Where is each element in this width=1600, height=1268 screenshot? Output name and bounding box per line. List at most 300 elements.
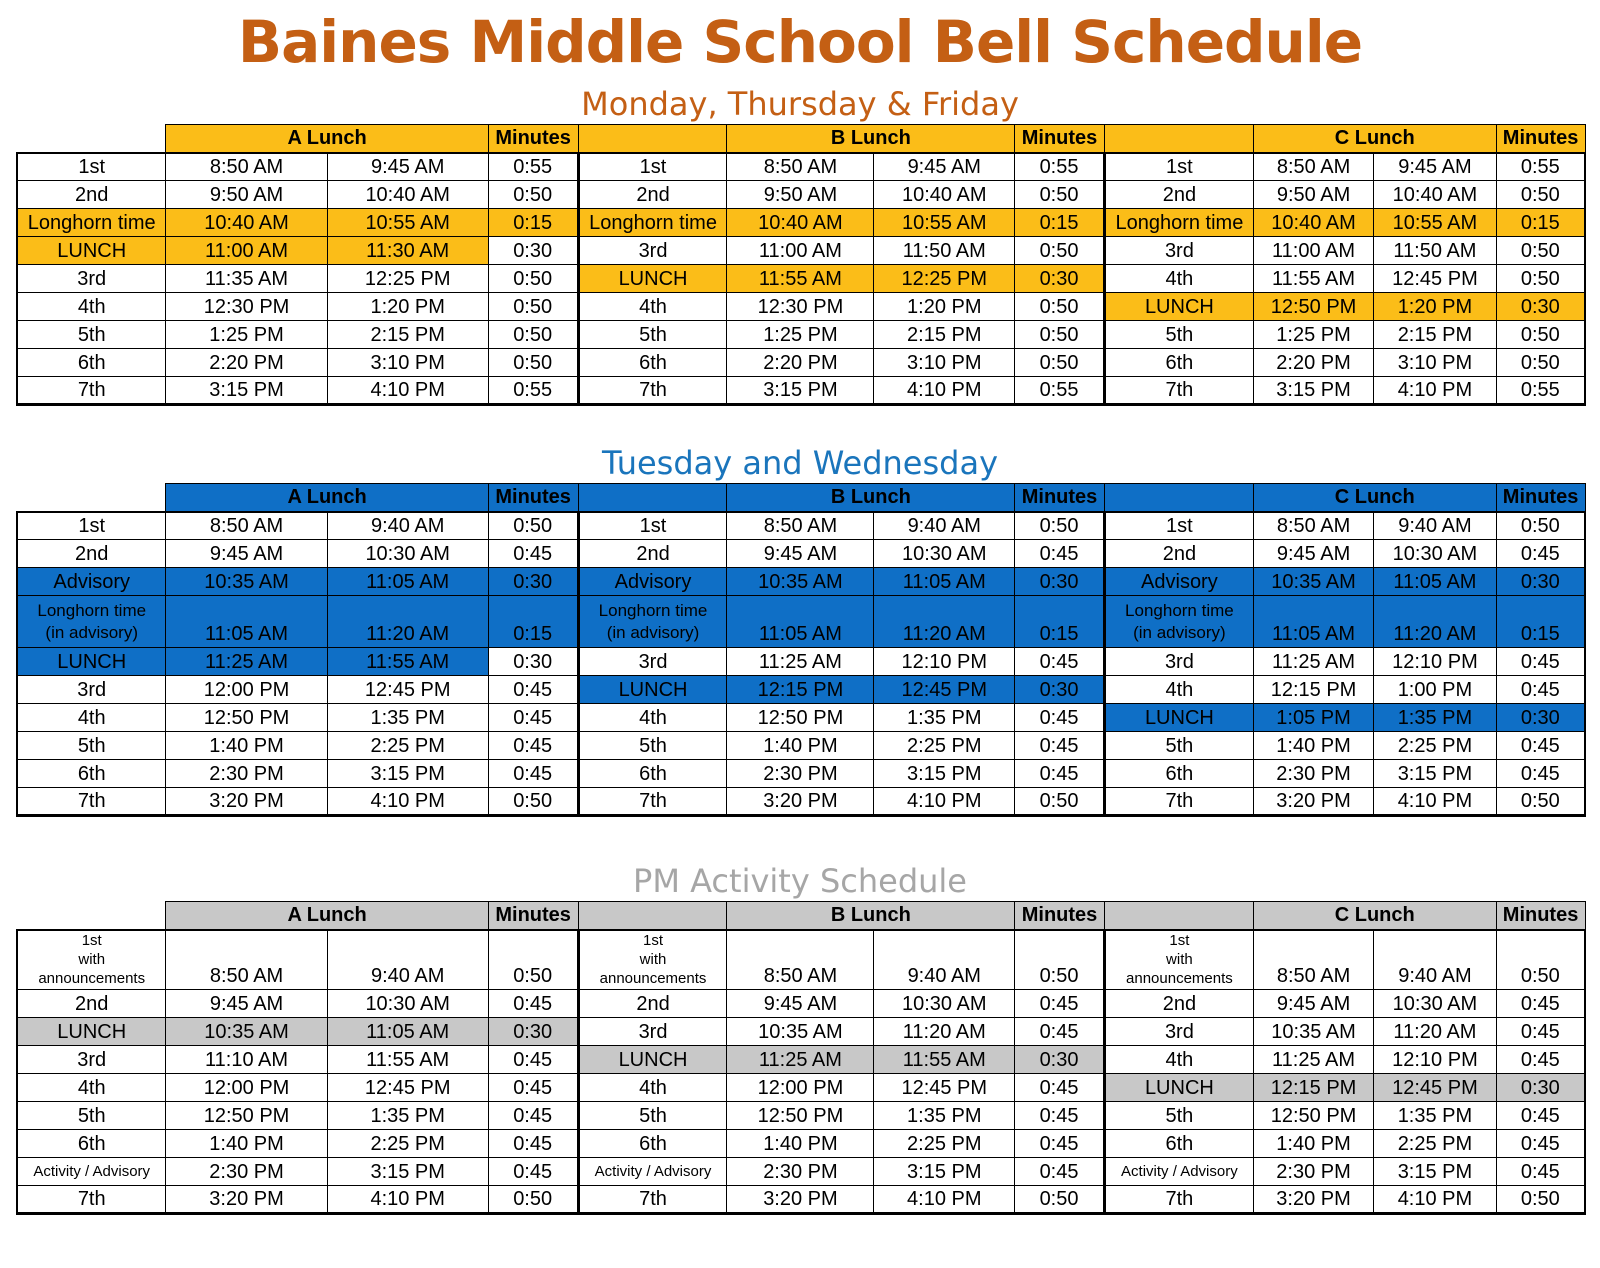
a-lunch-end-time: 3:15 PM	[327, 760, 488, 788]
b-lunch-period-label: 4th	[578, 293, 727, 321]
section-title-tue-wed: Tuesday and Wednesday	[602, 444, 998, 482]
c-lunch-period-label: 2nd	[1104, 990, 1253, 1018]
a-lunch-header: A Lunch	[166, 484, 488, 512]
table-row	[17, 321, 1585, 349]
c-lunch-end-time: 2:25 PM	[1374, 1130, 1496, 1158]
c-lunch-start-time: 11:00 AM	[1253, 237, 1373, 265]
table-row	[17, 1074, 1585, 1102]
a-lunch-minutes-value: 0:45	[488, 1158, 578, 1186]
c-lunch-minutes-value: 0:50	[1496, 349, 1585, 377]
b-lunch-start-time: 12:50 PM	[727, 1102, 874, 1130]
b-lunch-minutes-value: 0:30	[1015, 676, 1105, 704]
c-lunch-period-label: LUNCH	[1104, 1074, 1253, 1102]
table-row	[17, 209, 1585, 237]
c-lunch-minutes-value: 0:45	[1496, 648, 1585, 676]
a-lunch-minutes-value: 0:30	[488, 568, 578, 596]
c-lunch-minutes-value: 0:50	[1496, 512, 1585, 540]
a-lunch-period-label: 1st	[17, 512, 166, 540]
c-lunch-end-time: 11:20 AM	[1374, 596, 1496, 648]
b-lunch-period-label: Longhorn time (in advisory)	[578, 596, 727, 648]
c-lunch-minutes-value: 0:45	[1496, 1130, 1585, 1158]
c-lunch-start-time: 10:35 AM	[1253, 1018, 1373, 1046]
a-lunch-end-time: 12:45 PM	[327, 1074, 488, 1102]
c-lunch-minutes-value: 0:45	[1496, 732, 1585, 760]
b-lunch-start-time: 9:45 AM	[727, 540, 874, 568]
c-lunch-header-spacer	[1104, 902, 1253, 930]
b-lunch-period-label: 4th	[578, 704, 727, 732]
a-lunch-start-time: 9:50 AM	[166, 181, 327, 209]
a-lunch-minutes-value: 0:50	[488, 349, 578, 377]
a-lunch-end-time: 9:40 AM	[327, 512, 488, 540]
c-lunch-header: C Lunch	[1253, 125, 1496, 153]
minutes-header: Minutes	[488, 902, 578, 930]
a-lunch-period-label: 6th	[17, 349, 166, 377]
a-lunch-period-label: 1st with announcements	[17, 930, 166, 990]
a-lunch-period-label: 4th	[17, 704, 166, 732]
c-lunch-end-time: 1:35 PM	[1374, 704, 1496, 732]
c-lunch-end-time: 1:20 PM	[1374, 293, 1496, 321]
table-row	[17, 1018, 1585, 1046]
c-lunch-end-time: 10:30 AM	[1374, 540, 1496, 568]
c-lunch-minutes-value: 0:50	[1496, 321, 1585, 349]
c-lunch-header-spacer	[1104, 484, 1253, 512]
a-lunch-minutes-value: 0:50	[488, 1186, 578, 1214]
b-lunch-start-time: 12:50 PM	[727, 704, 874, 732]
c-lunch-minutes-value: 0:15	[1496, 209, 1585, 237]
b-lunch-end-time: 12:45 PM	[874, 676, 1015, 704]
a-lunch-start-time: 9:45 AM	[166, 990, 327, 1018]
b-lunch-period-label: 2nd	[578, 181, 727, 209]
a-lunch-start-time: 3:15 PM	[166, 377, 327, 405]
a-lunch-period-label: 6th	[17, 1130, 166, 1158]
a-lunch-minutes-value: 0:55	[488, 377, 578, 405]
b-lunch-end-time: 2:15 PM	[874, 321, 1015, 349]
c-lunch-period-label: 1st	[1104, 153, 1253, 181]
b-lunch-start-time: 12:00 PM	[727, 1074, 874, 1102]
table-row	[17, 181, 1585, 209]
c-lunch-start-time: 10:35 AM	[1253, 568, 1373, 596]
c-lunch-end-time: 10:40 AM	[1374, 181, 1496, 209]
b-lunch-period-label: LUNCH	[578, 1046, 727, 1074]
a-lunch-end-time: 11:20 AM	[327, 596, 488, 648]
c-lunch-minutes-value: 0:45	[1496, 1046, 1585, 1074]
c-lunch-start-time: 9:50 AM	[1253, 181, 1373, 209]
minutes-header: Minutes	[488, 125, 578, 153]
b-lunch-period-label: LUNCH	[578, 265, 727, 293]
a-lunch-start-time: 11:35 AM	[166, 265, 327, 293]
a-lunch-period-label: Longhorn time	[17, 209, 166, 237]
a-lunch-end-time: 11:55 AM	[327, 1046, 488, 1074]
b-lunch-period-label: 6th	[578, 349, 727, 377]
c-lunch-start-time: 12:15 PM	[1253, 1074, 1373, 1102]
c-lunch-period-label: 5th	[1104, 732, 1253, 760]
b-lunch-end-time: 11:20 AM	[874, 596, 1015, 648]
c-lunch-minutes-value: 0:15	[1496, 596, 1585, 648]
b-lunch-period-label: 5th	[578, 321, 727, 349]
a-lunch-start-time: 12:50 PM	[166, 704, 327, 732]
c-lunch-end-time: 1:35 PM	[1374, 1102, 1496, 1130]
a-lunch-end-time: 11:05 AM	[327, 1018, 488, 1046]
b-lunch-period-label: 5th	[578, 732, 727, 760]
minutes-header: Minutes	[1015, 902, 1105, 930]
a-lunch-end-time: 12:45 PM	[327, 676, 488, 704]
c-lunch-header: C Lunch	[1253, 484, 1496, 512]
b-lunch-end-time: 1:35 PM	[874, 1102, 1015, 1130]
b-lunch-end-time: 10:55 AM	[874, 209, 1015, 237]
b-lunch-minutes-value: 0:45	[1015, 1158, 1105, 1186]
a-lunch-end-time: 11:05 AM	[327, 568, 488, 596]
b-lunch-minutes-value: 0:15	[1015, 596, 1105, 648]
a-lunch-start-time: 8:50 AM	[166, 512, 327, 540]
a-lunch-minutes-value: 0:50	[488, 930, 578, 990]
b-lunch-minutes-value: 0:45	[1015, 540, 1105, 568]
b-lunch-end-time: 11:55 AM	[874, 1046, 1015, 1074]
b-lunch-minutes-value: 0:45	[1015, 990, 1105, 1018]
a-lunch-end-time: 2:25 PM	[327, 732, 488, 760]
a-lunch-period-label: 4th	[17, 293, 166, 321]
table-row	[17, 704, 1585, 732]
c-lunch-start-time: 1:05 PM	[1253, 704, 1373, 732]
c-lunch-start-time: 8:50 AM	[1253, 153, 1373, 181]
b-lunch-period-label: 7th	[578, 1186, 727, 1214]
a-lunch-minutes-value: 0:50	[488, 181, 578, 209]
c-lunch-minutes-value: 0:45	[1496, 540, 1585, 568]
a-lunch-minutes-value: 0:45	[488, 1074, 578, 1102]
table-row	[17, 648, 1585, 676]
section-title-pm-activity: PM Activity Schedule	[633, 862, 967, 900]
c-lunch-period-label: Advisory	[1104, 568, 1253, 596]
c-lunch-end-time: 11:05 AM	[1374, 568, 1496, 596]
table-row	[17, 237, 1585, 265]
b-lunch-end-time: 3:15 PM	[874, 760, 1015, 788]
c-lunch-end-time: 12:10 PM	[1374, 1046, 1496, 1074]
b-lunch-period-label: 5th	[578, 1102, 727, 1130]
c-lunch-start-time: 1:40 PM	[1253, 1130, 1373, 1158]
c-lunch-end-time: 3:15 PM	[1374, 1158, 1496, 1186]
b-lunch-start-time: 2:30 PM	[727, 1158, 874, 1186]
a-lunch-minutes-value: 0:45	[488, 676, 578, 704]
c-lunch-period-label: 4th	[1104, 676, 1253, 704]
c-lunch-period-label: 2nd	[1104, 540, 1253, 568]
table-row	[17, 512, 1585, 540]
b-lunch-period-label: Advisory	[578, 568, 727, 596]
c-lunch-period-label: 1st with announcements	[1104, 930, 1253, 990]
b-lunch-end-time: 10:30 AM	[874, 990, 1015, 1018]
c-lunch-period-label: 3rd	[1104, 237, 1253, 265]
b-lunch-start-time: 10:40 AM	[727, 209, 874, 237]
c-lunch-period-label: LUNCH	[1104, 293, 1253, 321]
a-lunch-period-label: 4th	[17, 1074, 166, 1102]
c-lunch-start-time: 12:50 PM	[1253, 293, 1373, 321]
c-lunch-period-label: 3rd	[1104, 1018, 1253, 1046]
c-lunch-start-time: 9:45 AM	[1253, 990, 1373, 1018]
b-lunch-period-label: 7th	[578, 377, 727, 405]
b-lunch-end-time: 10:40 AM	[874, 181, 1015, 209]
table-row	[17, 1102, 1585, 1130]
a-lunch-minutes-value: 0:15	[488, 209, 578, 237]
b-lunch-minutes-value: 0:50	[1015, 788, 1105, 816]
a-lunch-period-label: Advisory	[17, 568, 166, 596]
b-lunch-period-label: Longhorn time	[578, 209, 727, 237]
table-row	[17, 930, 1585, 990]
page-title: Baines Middle School Bell Schedule	[237, 8, 1363, 76]
header-corner	[17, 902, 166, 930]
minutes-header: Minutes	[488, 484, 578, 512]
a-lunch-period-label: LUNCH	[17, 1018, 166, 1046]
c-lunch-end-time: 2:15 PM	[1374, 321, 1496, 349]
b-lunch-start-time: 1:25 PM	[727, 321, 874, 349]
b-lunch-end-time: 1:20 PM	[874, 293, 1015, 321]
a-lunch-minutes-value: 0:45	[488, 760, 578, 788]
c-lunch-start-time: 1:40 PM	[1253, 732, 1373, 760]
c-lunch-start-time: 9:45 AM	[1253, 540, 1373, 568]
c-lunch-end-time: 9:40 AM	[1374, 930, 1496, 990]
b-lunch-minutes-value: 0:45	[1015, 1130, 1105, 1158]
b-lunch-end-time: 9:40 AM	[874, 512, 1015, 540]
a-lunch-start-time: 10:40 AM	[166, 209, 327, 237]
a-lunch-period-label: Longhorn time (in advisory)	[17, 596, 166, 648]
a-lunch-end-time: 10:40 AM	[327, 181, 488, 209]
c-lunch-end-time: 4:10 PM	[1374, 1186, 1496, 1214]
b-lunch-end-time: 3:15 PM	[874, 1158, 1015, 1186]
c-lunch-end-time: 3:15 PM	[1374, 760, 1496, 788]
b-lunch-minutes-value: 0:50	[1015, 237, 1105, 265]
table-row	[17, 760, 1585, 788]
a-lunch-end-time: 11:30 AM	[327, 237, 488, 265]
b-lunch-start-time: 12:30 PM	[727, 293, 874, 321]
table-row	[17, 540, 1585, 568]
b-lunch-period-label: 1st	[578, 512, 727, 540]
a-lunch-minutes-value: 0:50	[488, 321, 578, 349]
a-lunch-start-time: 10:35 AM	[166, 568, 327, 596]
b-lunch-start-time: 3:20 PM	[727, 788, 874, 816]
a-lunch-end-time: 10:55 AM	[327, 209, 488, 237]
table-row	[17, 596, 1585, 648]
a-lunch-period-label: 6th	[17, 760, 166, 788]
c-lunch-period-label: Longhorn time (in advisory)	[1104, 596, 1253, 648]
c-lunch-end-time: 9:45 AM	[1374, 153, 1496, 181]
schedule-table-tue-wed	[16, 483, 1586, 817]
c-lunch-period-label: Activity / Advisory	[1104, 1158, 1253, 1186]
a-lunch-end-time: 2:15 PM	[327, 321, 488, 349]
c-lunch-period-label: 5th	[1104, 321, 1253, 349]
a-lunch-period-label: 5th	[17, 732, 166, 760]
b-lunch-period-label: 2nd	[578, 540, 727, 568]
c-lunch-end-time: 2:25 PM	[1374, 732, 1496, 760]
a-lunch-minutes-value: 0:55	[488, 153, 578, 181]
c-lunch-start-time: 10:40 AM	[1253, 209, 1373, 237]
c-lunch-start-time: 2:30 PM	[1253, 760, 1373, 788]
a-lunch-period-label: LUNCH	[17, 237, 166, 265]
a-lunch-end-time: 9:40 AM	[327, 930, 488, 990]
b-lunch-start-time: 9:45 AM	[727, 990, 874, 1018]
b-lunch-period-label: 3rd	[578, 648, 727, 676]
section-title-mon-thu-fri: Monday, Thursday & Friday	[581, 85, 1019, 123]
a-lunch-period-label: 7th	[17, 377, 166, 405]
c-lunch-start-time: 11:55 AM	[1253, 265, 1373, 293]
table-row	[17, 377, 1585, 405]
a-lunch-period-label: 5th	[17, 1102, 166, 1130]
c-lunch-minutes-value: 0:55	[1496, 377, 1585, 405]
header-corner	[17, 125, 166, 153]
b-lunch-minutes-value: 0:50	[1015, 349, 1105, 377]
b-lunch-end-time: 2:25 PM	[874, 732, 1015, 760]
c-lunch-period-label: 7th	[1104, 1186, 1253, 1214]
c-lunch-start-time: 3:15 PM	[1253, 377, 1373, 405]
a-lunch-end-time: 9:45 AM	[327, 153, 488, 181]
a-lunch-start-time: 12:30 PM	[166, 293, 327, 321]
c-lunch-end-time: 1:00 PM	[1374, 676, 1496, 704]
a-lunch-end-time: 4:10 PM	[327, 788, 488, 816]
b-lunch-end-time: 4:10 PM	[874, 377, 1015, 405]
b-lunch-start-time: 2:30 PM	[727, 760, 874, 788]
c-lunch-period-label: 6th	[1104, 760, 1253, 788]
a-lunch-end-time: 10:30 AM	[327, 540, 488, 568]
a-lunch-minutes-value: 0:45	[488, 1102, 578, 1130]
a-lunch-start-time: 11:25 AM	[166, 648, 327, 676]
b-lunch-end-time: 11:05 AM	[874, 568, 1015, 596]
a-lunch-minutes-value: 0:50	[488, 293, 578, 321]
a-lunch-minutes-value: 0:45	[488, 990, 578, 1018]
a-lunch-minutes-value: 0:50	[488, 265, 578, 293]
c-lunch-end-time: 12:45 PM	[1374, 1074, 1496, 1102]
a-lunch-period-label: 5th	[17, 321, 166, 349]
c-lunch-period-label: 2nd	[1104, 181, 1253, 209]
a-lunch-end-time: 1:35 PM	[327, 1102, 488, 1130]
a-lunch-minutes-value: 0:50	[488, 788, 578, 816]
b-lunch-end-time: 4:10 PM	[874, 788, 1015, 816]
c-lunch-end-time: 11:50 AM	[1374, 237, 1496, 265]
c-lunch-minutes-value: 0:45	[1496, 760, 1585, 788]
c-lunch-header: C Lunch	[1253, 902, 1496, 930]
c-lunch-minutes-value: 0:55	[1496, 153, 1585, 181]
c-lunch-end-time: 11:20 AM	[1374, 1018, 1496, 1046]
b-lunch-end-time: 11:50 AM	[874, 237, 1015, 265]
b-lunch-end-time: 11:20 AM	[874, 1018, 1015, 1046]
b-lunch-minutes-value: 0:50	[1015, 321, 1105, 349]
table-row	[17, 349, 1585, 377]
a-lunch-start-time: 12:00 PM	[166, 676, 327, 704]
b-lunch-period-label: 6th	[578, 1130, 727, 1158]
c-lunch-start-time: 11:25 AM	[1253, 648, 1373, 676]
table-row	[17, 153, 1585, 181]
table-row	[17, 1046, 1585, 1074]
a-lunch-minutes-value: 0:15	[488, 596, 578, 648]
minutes-header: Minutes	[1015, 484, 1105, 512]
a-lunch-period-label: 3rd	[17, 676, 166, 704]
header-corner	[17, 484, 166, 512]
c-lunch-start-time: 12:50 PM	[1253, 1102, 1373, 1130]
b-lunch-start-time: 11:00 AM	[727, 237, 874, 265]
b-lunch-minutes-value: 0:45	[1015, 1018, 1105, 1046]
a-lunch-period-label: 3rd	[17, 265, 166, 293]
c-lunch-period-label: 3rd	[1104, 648, 1253, 676]
b-lunch-minutes-value: 0:50	[1015, 181, 1105, 209]
b-lunch-minutes-value: 0:50	[1015, 1186, 1105, 1214]
c-lunch-minutes-value: 0:50	[1496, 237, 1585, 265]
c-lunch-minutes-value: 0:30	[1496, 704, 1585, 732]
c-lunch-minutes-value: 0:45	[1496, 1158, 1585, 1186]
b-lunch-minutes-value: 0:50	[1015, 293, 1105, 321]
a-lunch-start-time: 8:50 AM	[166, 153, 327, 181]
c-lunch-period-label: Longhorn time	[1104, 209, 1253, 237]
b-lunch-minutes-value: 0:50	[1015, 930, 1105, 990]
c-lunch-start-time: 11:25 AM	[1253, 1046, 1373, 1074]
b-lunch-header-spacer	[578, 902, 727, 930]
a-lunch-start-time: 3:20 PM	[166, 788, 327, 816]
c-lunch-minutes-value: 0:45	[1496, 990, 1585, 1018]
b-lunch-period-label: 1st	[578, 153, 727, 181]
a-lunch-end-time: 10:30 AM	[327, 990, 488, 1018]
b-lunch-start-time: 11:05 AM	[727, 596, 874, 648]
c-lunch-minutes-value: 0:50	[1496, 181, 1585, 209]
b-lunch-minutes-value: 0:30	[1015, 568, 1105, 596]
c-lunch-period-label: 4th	[1104, 1046, 1253, 1074]
a-lunch-end-time: 4:10 PM	[327, 1186, 488, 1214]
c-lunch-end-time: 10:30 AM	[1374, 990, 1496, 1018]
a-lunch-period-label: 7th	[17, 788, 166, 816]
b-lunch-start-time: 11:25 AM	[727, 1046, 874, 1074]
b-lunch-period-label: 7th	[578, 788, 727, 816]
b-lunch-minutes-value: 0:45	[1015, 704, 1105, 732]
c-lunch-period-label: 7th	[1104, 788, 1253, 816]
table-row	[17, 676, 1585, 704]
table-row	[17, 265, 1585, 293]
b-lunch-start-time: 10:35 AM	[727, 568, 874, 596]
a-lunch-start-time: 12:50 PM	[166, 1102, 327, 1130]
a-lunch-minutes-value: 0:45	[488, 540, 578, 568]
b-lunch-minutes-value: 0:55	[1015, 153, 1105, 181]
c-lunch-minutes-value: 0:30	[1496, 1074, 1585, 1102]
b-lunch-period-label: Activity / Advisory	[578, 1158, 727, 1186]
c-lunch-period-label: 6th	[1104, 349, 1253, 377]
a-lunch-start-time: 3:20 PM	[166, 1186, 327, 1214]
c-lunch-minutes-value: 0:50	[1496, 788, 1585, 816]
table-row	[17, 732, 1585, 760]
a-lunch-end-time: 12:25 PM	[327, 265, 488, 293]
minutes-header: Minutes	[1496, 125, 1585, 153]
minutes-header: Minutes	[1496, 902, 1585, 930]
b-lunch-header: B Lunch	[727, 125, 1015, 153]
c-lunch-minutes-value: 0:45	[1496, 1102, 1585, 1130]
b-lunch-minutes-value: 0:50	[1015, 512, 1105, 540]
minutes-header: Minutes	[1015, 125, 1105, 153]
a-lunch-end-time: 1:20 PM	[327, 293, 488, 321]
c-lunch-start-time: 8:50 AM	[1253, 512, 1373, 540]
b-lunch-end-time: 1:35 PM	[874, 704, 1015, 732]
c-lunch-minutes-value: 0:45	[1496, 676, 1585, 704]
b-lunch-end-time: 9:40 AM	[874, 930, 1015, 990]
a-lunch-period-label: 2nd	[17, 181, 166, 209]
a-lunch-minutes-value: 0:50	[488, 512, 578, 540]
b-lunch-minutes-value: 0:45	[1015, 732, 1105, 760]
b-lunch-end-time: 10:30 AM	[874, 540, 1015, 568]
a-lunch-period-label: LUNCH	[17, 648, 166, 676]
b-lunch-period-label: 6th	[578, 760, 727, 788]
b-lunch-period-label: 1st with announcements	[578, 930, 727, 990]
c-lunch-minutes-value: 0:45	[1496, 1018, 1585, 1046]
a-lunch-period-label: 2nd	[17, 540, 166, 568]
schedule-table-mon-thu-fri	[16, 124, 1586, 406]
a-lunch-start-time: 2:30 PM	[166, 1158, 327, 1186]
b-lunch-start-time: 3:15 PM	[727, 377, 874, 405]
a-lunch-start-time: 11:00 AM	[166, 237, 327, 265]
c-lunch-start-time: 2:30 PM	[1253, 1158, 1373, 1186]
b-lunch-end-time: 12:25 PM	[874, 265, 1015, 293]
a-lunch-start-time: 8:50 AM	[166, 930, 327, 990]
a-lunch-end-time: 4:10 PM	[327, 377, 488, 405]
b-lunch-start-time: 8:50 AM	[727, 153, 874, 181]
